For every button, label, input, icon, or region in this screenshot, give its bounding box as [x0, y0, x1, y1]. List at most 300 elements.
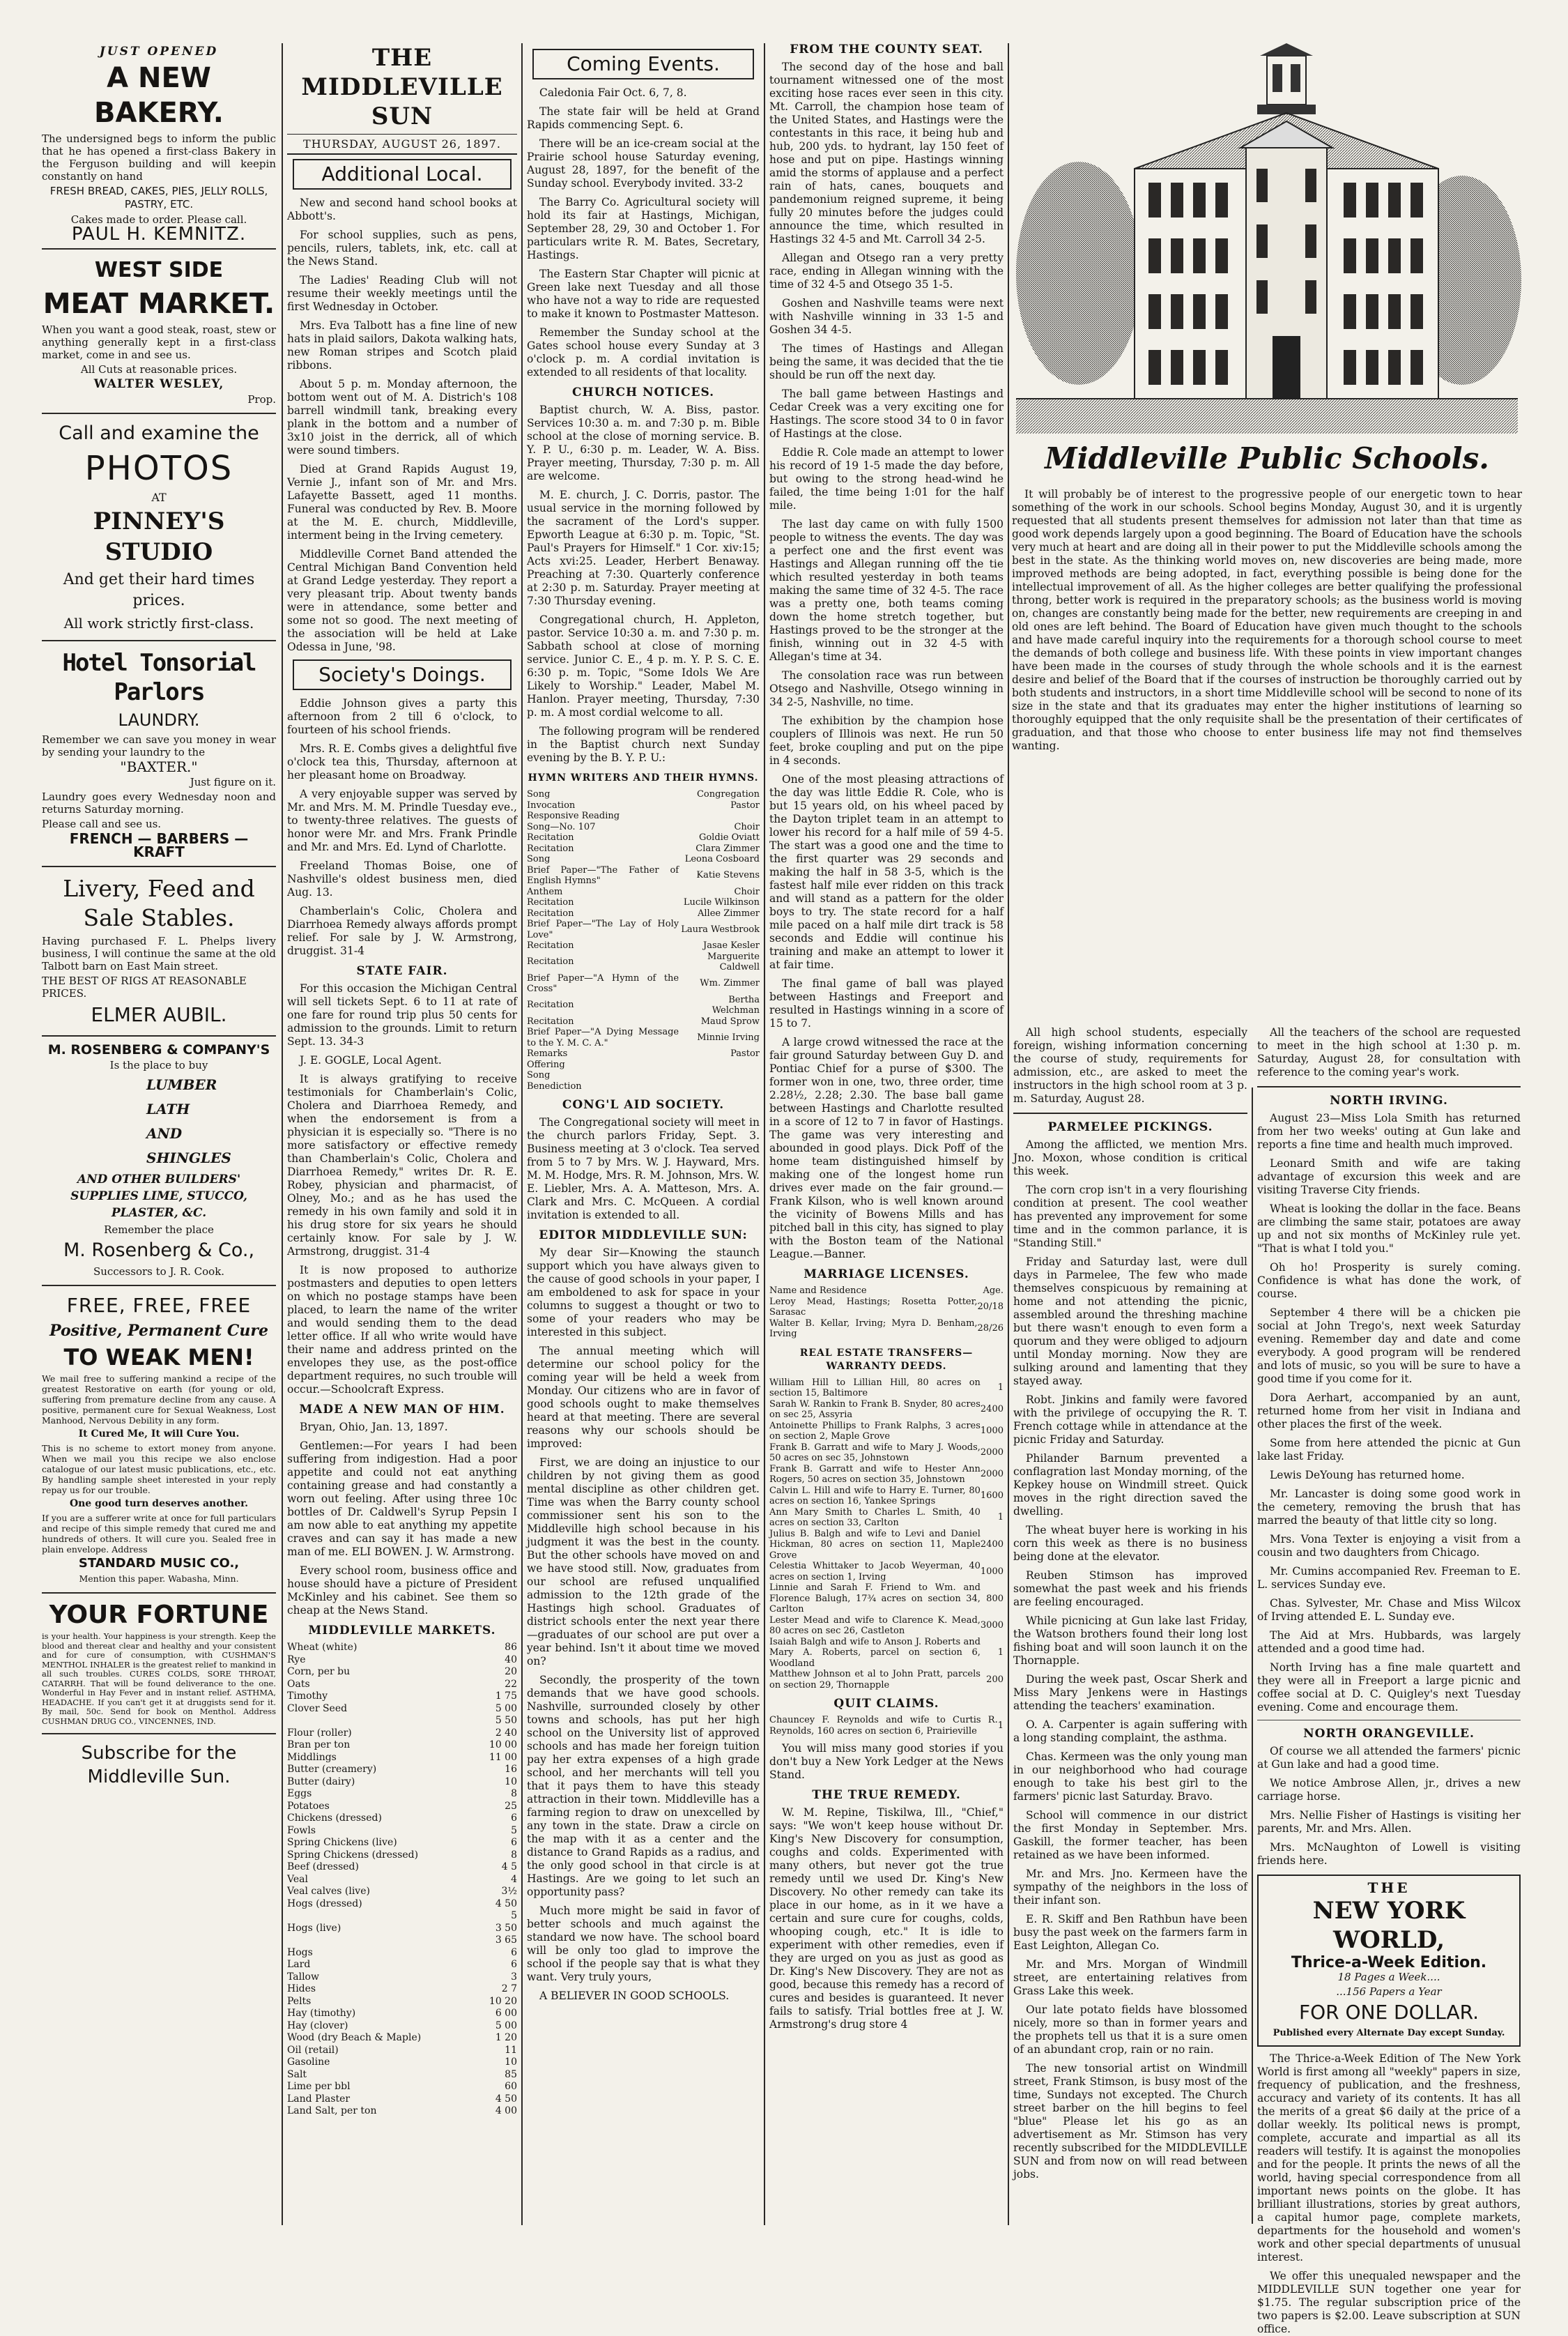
- market-row-value: 10: [505, 1776, 517, 1787]
- lumber-signature: M. Rosenberg & Co.,: [63, 1239, 255, 1261]
- weakmen-quote: It Cured Me, It will Cure You.: [78, 1428, 240, 1440]
- fortune-ad: [42, 1601, 276, 1726]
- program-row-value: Leona Cosboard: [684, 854, 760, 864]
- deed-row: [769, 1669, 1004, 1690]
- orangeville-heading: NORTH ORANGEVILLE.: [1303, 1727, 1475, 1741]
- deed-row-value: 800: [986, 1593, 1004, 1604]
- market-row: [287, 2069, 517, 2082]
- deed-row-label: Linnie and Sarah F. Friend to Wm. and Florence Balugh, 17¾ acres on section 34, Carlton: [769, 1582, 981, 1614]
- nyw-body: The Thrice-a-Week Edition of The New York World is first among all "weekly" papers in size, frequency of publication, and the freshness, accuracy and variety of its contents. It has all the merits of a great $6 daily at the price of a dollar weekly. Its political news is prompt, complete, accurate and impartial as all its readers will testify. It is against the monopolies and for the people. It prints the news of all the world, having special correspondence from all important news points on the globe. It has brilliant illustrations, stories by great authors, a capital humor page, complete markets, departments for the household and women's work and other special departments of unusual interest.: [1257, 2052, 1521, 2264]
- market-row: [287, 1923, 517, 1947]
- county-item: The times of Hastings and Allegan being the same, it was decided that the tie should be run off the next day.: [769, 342, 1004, 381]
- livery-body: Having purchased F. L. Phelps livery business, I will continue the same at the old Talbott barn on East Main street.: [42, 935, 276, 972]
- program-row: [527, 940, 760, 952]
- market-row-label: Bran per ton: [287, 1739, 351, 1750]
- market-row-label: Chickens (dressed): [287, 1812, 382, 1824]
- nyw-price: FOR ONE DOLLAR.: [1298, 2001, 1479, 2024]
- program-row-value: Pastor: [730, 800, 760, 811]
- marriage-row-label: Leroy Mead, Hastings; Rosetta Potter, Sarasac: [769, 1296, 978, 1318]
- editor-paragraph: The annual meeting which will determine our school policy for the coming year will be held a week from Monday. Our citizens who are in favor of good schools ought to make themselves heard at that meeting. There are several reasons why our schools should be improved:: [527, 1345, 760, 1450]
- program-row: [527, 1048, 760, 1060]
- market-row: [287, 2056, 517, 2069]
- market-row-value: 16: [505, 1764, 517, 1775]
- program-row: [527, 995, 760, 1016]
- program-row-label: Recitation: [527, 897, 574, 908]
- marriage-row-label: Walter B. Kellar, Irving; Myra D. Benham, Irving: [769, 1318, 978, 1339]
- market-row-value: 11: [505, 2044, 517, 2056]
- market-row: [287, 1898, 517, 1923]
- ad-divider: [42, 413, 276, 414]
- new-man-heading: MADE A NEW MAN OF HIM.: [299, 1403, 505, 1417]
- program-row-label: Responsive Reading: [527, 811, 620, 821]
- weakmen-line-2: Positive, Permanent Cure: [49, 1322, 268, 1340]
- market-row-value: 4 50: [495, 2093, 517, 2105]
- deed-row-value: 2400: [980, 1404, 1004, 1415]
- lumber-item: LUMBER: [146, 1076, 217, 1093]
- market-row-label: Butter (creamery): [287, 1764, 377, 1775]
- orangeville-list: [1257, 1745, 1521, 1868]
- program-row-label: Offering: [527, 1059, 565, 1070]
- deed-row-value: 2000: [980, 1447, 1004, 1458]
- market-row: [287, 2093, 517, 2106]
- market-row: [287, 1739, 517, 1752]
- market-row: [287, 1886, 517, 1898]
- county-item: Eddie R. Cole made an attempt to lower his record of 19 1-5 made the day before, but owing to the strong head-wind he failed, the time being 1:01 for the half mile.: [769, 446, 1004, 512]
- column-5: [1013, 1026, 1247, 2232]
- market-row: [287, 1996, 517, 2008]
- program-row-value: Maud Sprow: [700, 1016, 760, 1027]
- tonsorial-note-3: Please call and see us.: [42, 818, 162, 830]
- bakery-note: Cakes made to order. Please call.: [70, 213, 247, 226]
- photos-line-5: And get their hard times prices.: [63, 571, 255, 609]
- market-row: [287, 1703, 517, 1727]
- program-row-label: Remarks: [527, 1048, 568, 1059]
- market-row-value: 22: [505, 1678, 517, 1690]
- program-row-label: Recitation: [527, 843, 574, 854]
- deed-row-label: Frank B. Garratt and wife to Mary J. Woods, 50 acres on sec 35, Johnstown: [769, 1442, 981, 1463]
- nyw-title: NEW YORK WORLD,: [1312, 1897, 1466, 1954]
- market-row: [287, 2032, 517, 2045]
- parmelee-item: Our late potato fields have blossomed nicely, more so than in former years and the prophets tell us that it is a sure omen of an abundant crop, rain or no rain.: [1013, 2003, 1247, 2056]
- program-row: [527, 800, 760, 811]
- lumber-ad: [42, 1044, 276, 1278]
- market-row-label: Wood (dry Beach & Maple): [287, 2032, 422, 2043]
- market-row-value: 10: [505, 2056, 517, 2068]
- column-2: [287, 43, 517, 2232]
- meat-signature: WALTER WESLEY,: [93, 377, 224, 391]
- county-list: [769, 61, 1004, 1261]
- deed-row-label: Celestia Whittaker to Jacob Weyerman, 40 acres on section 1, Irving: [769, 1561, 981, 1582]
- market-row-value: 5: [511, 1824, 517, 1836]
- county-item: The second day of the hose and ball tournament witnessed one of the most exciting hose races ever seen in this city. Mt. Carroll, the champion hose team of the United States, and Hastings were the contestants in this race, it being hub and hub, 200 yds. to hydrant, lay 150 feet of hose and put on pipe. Hastings winning amid the storms of applause and a perfect rain of hats, canes, bouquets and pandemonium reigned supreme, it being fully 20 minutes before the judges could announce the time, which resulted in Hastings 32 4-5 and Mt. Carroll 34 2-5.: [769, 61, 1004, 245]
- orangeville-item: Mrs. McNaughton of Lowell is visiting friends here.: [1257, 1841, 1521, 1867]
- meat-title-1: WEST SIDE: [94, 258, 224, 282]
- lumber-title: M. ROSENBERG & COMPANY'S: [47, 1042, 270, 1058]
- deed-row: [769, 1421, 1004, 1442]
- market-row: [287, 1812, 517, 1825]
- fair-item: J. E. GOGLE, Local Agent.: [300, 1054, 442, 1067]
- program-row-value: Katie Stevens: [696, 870, 760, 881]
- deed-row-value: 1000: [980, 1566, 1004, 1577]
- editor-letter: [527, 1246, 760, 2003]
- deed-row-value: 1: [997, 1512, 1004, 1523]
- new-york-world-ad: [1257, 1875, 1521, 2047]
- marriage-row-value: Age.: [983, 1285, 1004, 1296]
- market-row-value: 2 40: [495, 1727, 517, 1739]
- program-row: [527, 789, 760, 800]
- irving-list: [1257, 1112, 1521, 1714]
- deed-row: [769, 1377, 1004, 1399]
- program-row-value: Minnie Irving: [697, 1032, 760, 1043]
- irving-item: Lewis DeYoung has returned home.: [1270, 1469, 1465, 1481]
- program-row-label: Song—No. 107: [527, 821, 596, 832]
- ad-divider: [42, 1733, 276, 1734]
- market-row-label: Oats: [287, 1678, 310, 1690]
- market-row-label: Tallow: [287, 1971, 319, 1983]
- program-row-value: Choir: [734, 821, 760, 832]
- meat-title-2: MEAT MARKET.: [43, 288, 275, 320]
- local-item: The Ladies' Reading Club will not resume their weekly meetings until the first Wednesday in October.: [287, 274, 517, 313]
- meat-market-ad: [42, 257, 276, 406]
- market-row-value: 4 50 5: [495, 1898, 517, 1921]
- photos-line-6: All work strictly first-class.: [63, 615, 254, 632]
- parmelee-item: Chas. Kermeen was the only young man in our neighborhood who had courage enough to take his best girl to the farmers' picnic last Saturday. Bravo.: [1013, 1750, 1247, 1803]
- deed-row-label: Lester Mead and wife to Clarence K. Mead, 80 acres on sec 26, Castleton: [769, 1614, 981, 1636]
- deed-row: [769, 1507, 1004, 1529]
- ads-column: [42, 43, 276, 2232]
- program-row: [527, 973, 760, 995]
- market-row: [287, 1727, 517, 1740]
- church-item: M. E. church, J. C. Dorris, pastor. The usual service in the morning followed by the sacrament of the Lord's supper. Epworth League at 6:30 p. m. Topic, "St. Paul's Prayers for Himself." 1 Cor. xiv:15; Acts xvi:25. Leader, Herbert Benaway. Preaching at 7:30. Quarterly conference at 2:30 p. m. Saturday. Prayer meeting at 7:30 Thursday evening.: [527, 489, 760, 607]
- program-row-value: Marguerite Caldwell: [707, 951, 760, 972]
- market-row: [287, 1983, 517, 1996]
- program-row: [527, 887, 760, 898]
- market-row: [287, 2081, 517, 2093]
- program-row-value: Laura Westbrook: [681, 924, 760, 935]
- nyw-sub: Thrice-a-Week Edition.: [1291, 1954, 1487, 1971]
- market-row-value: 3: [511, 1971, 517, 1983]
- quit-heading: QUIT CLAIMS.: [833, 1697, 939, 1711]
- county-heading: FROM THE COUNTY SEAT.: [790, 43, 983, 56]
- market-row: [287, 1849, 517, 1862]
- event-item: The Barry Co. Agricultural society will hold its fair at Hastings, Michigan, September 28, 29, 30 and October 1. For particulars write R. M. Bates, Secretary, Hastings.: [527, 196, 760, 261]
- parmelee-item: During the week past, Oscar Sherk and Miss Mary Jenkens were in Hastings attending the teachers' examination.: [1013, 1673, 1247, 1712]
- county-item: A large crowd witnessed the race at the fair ground Saturday between Guy D. and Pontiac Chief for a purse of $300. The former won in one, two, three order, time 2.28½, 2.28; 2.30. The base ball game between Hastings and Charlotte resulted in a score of 12 to 7 in favor of Hastings. The game was very interesting and abounded in good plays. Dick Poff of the home team distinguished himself by making one of the longest home run drives ever made on the fair ground.—Frank Kilson, who is well known around the vicinity of Bowens Mills and has pitched ball in this city, has signed to play with the Boston team of the National League.—Banner.: [769, 1036, 1004, 1260]
- program-row-value: Congregation: [696, 789, 760, 800]
- program-row-label: Brief Paper—"A Dying Message to the Y. M. C. A.": [527, 1027, 679, 1048]
- society-list: [287, 697, 517, 958]
- events-list: [527, 86, 760, 379]
- irving-item: Mrs. Vona Texter is enjoying a visit from a cousin and two daughters from Chicago.: [1257, 1533, 1521, 1559]
- remedy-heading: THE TRUE REMEDY.: [812, 1788, 961, 1802]
- deed-row-value: 1600: [980, 1490, 1004, 1502]
- society-heading: Society's Doings.: [293, 659, 512, 690]
- column-6: [1257, 1026, 1521, 2335]
- market-row-label: Wheat (white): [287, 1642, 358, 1653]
- marriage-row: [769, 1285, 1004, 1297]
- program-row-label: Brief Paper—"A Hymn of the Cross": [527, 972, 679, 994]
- market-row: [287, 2020, 517, 2033]
- schools-title: Middleville Public Schools.: [1045, 441, 1489, 475]
- market-row: [287, 2008, 517, 2020]
- parmelee-item: Robt. Jinkins and family were favored with the privilege of occupying the R. T. French cottage while in attendance at the picnic Friday and Saturday.: [1013, 1394, 1247, 1446]
- market-row: [287, 1690, 517, 1703]
- market-row-value: 86: [505, 1642, 517, 1653]
- program-row-label: Song: [527, 789, 551, 800]
- event-item: Caledonia Fair Oct. 6, 7, 8.: [539, 86, 687, 99]
- society-item: Freeland Thomas Boise, one of Nashville's oldest business men, died Aug. 13.: [287, 860, 517, 899]
- deed-row-label: Julius B. Balgh and wife to Levi and Daniel Hickman, 80 acres on section 11, Maple Grove: [769, 1528, 981, 1561]
- weak-men-ad: [42, 1293, 276, 1585]
- event-item: The Eastern Star Chapter will picnic at Green lake next Tuesday and all those who have not a way to ride are requested to make it known to Postmaster Matteson.: [527, 268, 760, 320]
- market-row-label: Beef (dressed): [287, 1861, 359, 1872]
- market-row-label: Land Salt, per ton: [287, 2105, 377, 2116]
- ad-divider: [42, 1285, 276, 1286]
- weakmen-place: Mention this paper. Wabasha, Minn.: [79, 1573, 239, 1584]
- program-row: [527, 1016, 760, 1028]
- market-row: [287, 1801, 517, 1813]
- program-row-label: Recitation: [527, 1016, 574, 1027]
- orangeville-item: Mrs. Nellie Fisher of Hastings is visiting her parents, Mr. and Mrs. Allen.: [1257, 1809, 1521, 1835]
- program-row: [527, 811, 760, 822]
- deed-row: [769, 1615, 1004, 1637]
- market-row-value: 2 7: [501, 1983, 517, 1994]
- parmelee-item: Mr. and Mrs. Morgan of Windmill street, are entertaining relatives from Grass Lake this week.: [1013, 1958, 1247, 1997]
- market-row-value: 5 00: [495, 2020, 517, 2031]
- market-row: [287, 1654, 517, 1667]
- deed-row: [769, 1442, 1004, 1464]
- orangeville-item: We notice Ambrose Allen, jr., drives a new carriage horse.: [1257, 1777, 1521, 1803]
- program-row-value: Jasae Kesler: [702, 940, 760, 951]
- program-row: [527, 854, 760, 865]
- market-row: [287, 1959, 517, 1971]
- deed-row-label: Matthew Johnson et al to John Pratt, parcels on section 29, Thornapple: [769, 1669, 981, 1690]
- photos-line-1: Call and examine the: [59, 422, 259, 444]
- program-row-value: Wm. Zimmer: [700, 978, 760, 989]
- market-row: [287, 1788, 517, 1801]
- column-rule: [282, 43, 283, 2225]
- schools-students-note: All high school students, especially foreign, wishing information concerning the course of study, requirements for admission, etc., are asked to meet the instructors in the high school room at 3 p. m. Saturday, August 28.: [1013, 1026, 1247, 1105]
- section-divider: [1013, 1113, 1247, 1114]
- local-item: Mrs. Eva Talbott has a fine line of new hats in plaid sailors, Dakota walking hats, new Roman stripes and Scotch plaid ribbons.: [287, 319, 517, 372]
- lumber-body: AND OTHER BUILDERS' SUPPLIES LIME, STUCCO, PLASTER, &C.: [70, 1173, 247, 1220]
- market-row-value: 6: [511, 1812, 517, 1824]
- program-row: [527, 1027, 760, 1048]
- deed-row-value: 2000: [980, 1469, 1004, 1480]
- weakmen-body-3: If you are a sufferer write at once for full particulars and recipe of this simple remedy that cured me and hundreds of others. It will cure you. Sealed free in plain envelope. Address: [42, 1513, 276, 1555]
- photos-line-3: AT: [151, 491, 167, 504]
- marriage-row-value: 28/26: [977, 1323, 1004, 1334]
- market-row-label: Spring Chickens (live): [287, 1837, 397, 1848]
- program-row-value: [679, 811, 760, 822]
- livery-title: Livery, Feed and Sale Stables.: [63, 875, 255, 931]
- program-row-value: Pastor: [730, 1048, 760, 1059]
- quit-table: [769, 1715, 1004, 1736]
- section-divider: [1257, 1086, 1521, 1087]
- church-item: The following program will be rendered in the Baptist church next Sunday evening by the B. Y. P. U.:: [527, 725, 760, 764]
- program-row-label: Brief Paper—"The Father of English Hymns": [527, 864, 679, 886]
- lumber-item: AND: [146, 1125, 183, 1142]
- parmelee-item: Friday and Saturday last, were dull days in Parmelee, The few who made themselves conspicuous by remaining at home and not attending the picnic, assembled around the threshing machine but there wasn't enough to even form a quorum and they were obliged to adjourn until Monday morning. Now they are sulking around and lamenting that they stayed away.: [1013, 1255, 1247, 1387]
- bakery-headline: A NEW BAKERY.: [94, 62, 224, 129]
- bakery-body: The undersigned begs to inform the public that he has opened a first-class Bakery in the Ferguson building and will keepin constantly on hand: [42, 132, 276, 183]
- market-row-label: Hogs (live): [287, 1922, 341, 1934]
- market-row-value: 10 00: [489, 1739, 517, 1750]
- livery-note: THE BEST OF RIGS AT REASONABLE PRICES.: [42, 975, 247, 1000]
- market-row-label: Spring Chickens (dressed): [287, 1849, 419, 1861]
- irving-item: The Aid at Mrs. Hubbards, was largely attended and a good time had.: [1257, 1629, 1521, 1655]
- weakmen-line-3: TO WEAK MEN!: [63, 1344, 254, 1371]
- program-row-label: Recitation: [527, 940, 574, 951]
- market-row: [287, 1837, 517, 1849]
- deed-row-value: 1: [997, 1382, 1004, 1394]
- nyw-line-3: Published every Alternate Day except Sunday.: [1273, 2028, 1505, 2038]
- meat-body: When you want a good steak, roast, stew or anything generally kept in a first-class market, come in and see us.: [42, 323, 276, 361]
- program-row-value: [679, 1060, 760, 1071]
- market-row-label: Rye: [287, 1654, 306, 1665]
- market-row-label: Lime per bbl: [287, 2081, 351, 2092]
- parmelee-item: The new tonsorial artist on Windmill street, Frank Stimson, is busy most of the time, Sundays not excepted. The Church street barber on the hill begins to feel "blue" Please let his go as an advertisement as Mr. Stimson has very recently subscribed for the MIDDLEVILLE SUN and from now on will read between jobs.: [1013, 2062, 1247, 2181]
- market-row-label: Pelts: [287, 1995, 312, 2007]
- column-rule: [521, 43, 523, 2225]
- subscribe-line: Subscribe for the Middleville Sun.: [81, 1743, 237, 1787]
- market-row-label: Flour (roller): [287, 1727, 352, 1739]
- program-row: [527, 952, 760, 973]
- program-row: [527, 832, 760, 843]
- county-item: Allegan and Otsego ran a very pretty race, ending in Allegan winning with the time of 32 4-5 and Otsego 35 1-5.: [769, 252, 1004, 291]
- market-row-value: 6 00: [495, 2008, 517, 2019]
- local-item: Middleville Cornet Band attended the Central Michigan Band Convention held at Grand Ledge yesterday. They report a very pleasant trip. About twenty bands were in attendance, some better and some not so good. The next meeting of the association will be held at Lake Odessa in June, '98.: [287, 548, 517, 653]
- markets-table: [287, 1642, 517, 2118]
- quit-row: [769, 1715, 1004, 1736]
- parmelee-heading: PARMELEE PICKINGS.: [1047, 1120, 1213, 1134]
- irving-item: August 23—Miss Lola Smith has returned from her two weeks' outing at Gun lake and reports a fine time and health much improved.: [1257, 1112, 1521, 1151]
- ad-divider: [42, 1592, 276, 1594]
- quit-row-label: Chauncey F. Reynolds and wife to Curtis R. Reynolds, 160 acres on section 6, Prairieville: [769, 1715, 998, 1736]
- marriage-row: [769, 1318, 1004, 1340]
- deed-row: [769, 1486, 1004, 1507]
- market-row-value: 85: [505, 2068, 517, 2080]
- market-row: [287, 1752, 517, 1764]
- program-row-label: Recitation: [527, 832, 574, 843]
- market-row-value: 4 00: [495, 2105, 517, 2116]
- county-item: The consolation race was run between Otsego and Nashville, Otsego winning in 34 2-5, Nashville, no time.: [769, 669, 1004, 708]
- editor-paragraph: My dear Sir—Knowing the staunch support which you have always given to the cause of good schools in your paper, I am emboldened to ask for space in your columns to suggest a thought or two to some of your readers who may be interested in this subject.: [527, 1246, 760, 1338]
- irving-item: North Irving has a fine male quartett and they were all in Freeport a large picnic and coffee social at D. C. Quigley's next Tuesday evening. Come and encourage them.: [1257, 1661, 1521, 1713]
- deed-row-label: Frank B. Garratt and wife to Hester Ann Rogers, 50 acres on section 35, Johnstown: [769, 1463, 981, 1485]
- market-row-value: 20: [505, 1666, 517, 1677]
- masthead-date: THURSDAY, AUGUST 26, 1897.: [287, 134, 517, 151]
- weakmen-signature: STANDARD MUSIC CO.,: [78, 1556, 240, 1571]
- society-item: A very enjoyable supper was served by Mr. and Mrs. M. M. Prindle Tuesday eve., to twenty-three relatives. The guests of honor were Mr. and Mrs. Frank Prindle and Mr. and Mrs. Ed. Lynd of Charlotte.: [287, 788, 517, 853]
- ledger-note: You will miss many good stories if you don't buy a New York Ledger at the News Stand.: [769, 1742, 1004, 1781]
- market-row-label: Hay (clover): [287, 2020, 348, 2031]
- fair-item: For this occasion the Michigan Central will sell tickets Sept. 6 to 11 at rate of one fare for round trip plus 50 cents for admission to the grounds. Limit to return Sept. 13. 34-3: [287, 982, 517, 1048]
- parmelee-item: Mr. and Mrs. Jno. Kermeen have the sympathy of the neighbors in the loss of their infant son.: [1013, 1868, 1247, 1907]
- tree-left: [1016, 162, 1142, 385]
- market-row-label: Salt: [287, 2068, 307, 2080]
- program-row: [527, 822, 760, 833]
- orangeville-item: Of course we all attended the farmers' picnic at Gun lake and had a good time.: [1257, 1745, 1521, 1771]
- market-row-value: 4: [511, 1873, 517, 1885]
- parmelee-item: The wheat buyer here is working in his corn this week as there is no business being done at the elevator.: [1013, 1524, 1247, 1563]
- program-row-value: [679, 1070, 760, 1081]
- nyw-line-2: ...156 Papers a Year: [1336, 1985, 1442, 1998]
- bakery-kicker: JUST OPENED: [99, 45, 219, 59]
- county-item: The last day came on with fully 1500 people to witness the events. The day was a perfect one and the first event was Hastings and Allegan running off the tie which resulted yesterday in both teams making the same time of 32 4-5. The race was a pretty one, both teams coming down the home stretch together, but Hastings proved to be the stronger at the finish, winning out in 32 4-5 with Allegan's time at 34.: [769, 518, 1004, 663]
- subscribe-ad: [42, 1741, 276, 1789]
- program-table: [527, 789, 760, 1092]
- market-row-value: 25: [505, 1800, 517, 1812]
- market-row-label: Fowls: [287, 1824, 316, 1836]
- schools-intro: It will probably be of interest to the progressive people of our energetic town to hear something of the work in our schools. School begins Monday, August 30, and it is urgently requested that all students present themselves for admission not later than that time as good work depends largely upon a good beginning. The Board of Education have the schools very much at heart and are doing all in their power to put the Middleville schools among the best in the state. As the thinking world moves on, new discoveries are being made, more improved methods are being adopted, in fact, everything possible is being done for the intellectual improvement of all. As the higher colleges are better qualifying the professional throng, better work is required in the preparatory schools; as the business world is moving on, changes are constantly being made for the better, new requirements are creeping in and old ones are left behind. The Board of Education have given much thought to the schools and have made careful inquiry into the requirements for a thorough school course to meet the demands of both college and business life. With these points in view important changes have been made in the courses of study through the whole schools and it is the earnest desire and belief of the Board that if the courses of instruction be thoroughly carried out by both students and instructors, in a short time Middleville school will be second to none of its size in the state and that its graduates may enter the higher institutions of learning so thoroughly equipped that the only requisite shall be the presentation of their certificates of graduation, and that those who choose to enter business life may not find themselves wanting.: [1012, 488, 1522, 752]
- coming-events-heading: Coming Events.: [532, 49, 754, 79]
- program-row-value: Clara Zimmer: [695, 843, 760, 854]
- program-row-label: Recitation: [527, 1000, 574, 1011]
- realestate-heading: REAL ESTATE TRANSFERS—WARRANTY DEEDS.: [799, 1347, 974, 1372]
- hymn-heading: HYMN WRITERS AND THEIR HYMNS.: [528, 772, 759, 784]
- irving-item: Mr. Cumins accompanied Rev. Freeman to E. L. services Sunday eve.: [1257, 1565, 1521, 1591]
- new-man-item: Gentlemen:—For years I had been suffering from indigestion. Had a poor appetite and could not eat anything containing grease and had constantly a worn out feeling. After using three 10c bottles of Dr. Caldwell's Syrup Pepsin I am now able to eat anything my appetite craves and can say it has made a new man of me. ELI BOWEN. J. W. Armstrong.: [287, 1440, 517, 1558]
- irving-item: Wheat is looking the dollar in the face. Beans are climbing the same stair, potatoes are away up and not six months of McKinley rule yet. "That is what I told you.": [1257, 1203, 1521, 1255]
- market-row-label: Land Plaster: [287, 2093, 351, 2105]
- parmelee-list: [1013, 1138, 1247, 2181]
- deed-row: [769, 1464, 1004, 1486]
- deed-row-value: 1000: [980, 1426, 1004, 1437]
- column-4: [769, 43, 1004, 2232]
- ad-divider: [42, 1035, 276, 1037]
- lumber-item: LATH: [146, 1101, 190, 1117]
- program-row-value: Goldie Oviatt: [698, 832, 760, 843]
- market-row-value: 3½: [501, 1886, 517, 1897]
- fortune-body: is your health. Your happiness is your strength. Keep the blood and thereat clear and healthy and your consistent and for cure of consumption, with CUSHMAN'S MENTHOL INHALER is the greatest relief to mankind in all such troubles. CURES COLDS, SORE THROAT, CATARRH. That will be found deliverance to the one. Wonderful in Hay Fever and in instant relief. ASTHMA, HEADACHE. If you can't get it at druggists send for it. By mail, 50c. Send for book on Menthol. Address CUSHMAN DRUG CO., VINCENNES, IND.: [42, 1631, 276, 1726]
- market-row-value: 4 5: [501, 1861, 517, 1872]
- column-rule: [1008, 43, 1009, 2225]
- aid-item: The Congregational society will meet in the church parlors Friday, Sept. 3. Business meeting at 3 o'clock. Tea served from 5 to 7 by Mrs. W. J. Hayward, Mrs. M. M. Hodge, Mrs. R. M. Johnson, Mrs. W. E. Liebler, Mrs. A. A. Matteson, Mrs. A. Clark and Mrs. C. McQueen. A cordial invitation is extended to all.: [527, 1116, 760, 1221]
- program-row-value: Bertha Welchman: [712, 994, 760, 1016]
- editor-paragraph: Much more might be said in favor of better schools and much against the standard we now have. The school board will be only too glad to improve the school if the people say that is what they want. Very truly yours,: [527, 1904, 760, 1983]
- market-row-label: Veal: [287, 1873, 308, 1885]
- marriage-table: [769, 1285, 1004, 1340]
- deed-row-value: 1: [997, 1647, 1004, 1658]
- deed-row-label: Calvin L. Hill and wife to Harry E. Turner, 80 acres on section 16, Yankee Springs: [769, 1485, 981, 1506]
- realestate-table: [769, 1377, 1004, 1691]
- tonsorial-sub: LAUNDRY.: [118, 710, 200, 730]
- photos-ad: [42, 421, 276, 633]
- irving-item: Dora Aerhart, accompanied by an aunt, returned home from her visit in Indiana and other places the first of the week.: [1257, 1391, 1521, 1430]
- schools-teachers-note: All the teachers of the school are requested to meet in the high school at 1:30 p. m. Saturday, August 28, for consultation with reference to the coming year's work.: [1257, 1026, 1521, 1078]
- livery-ad: [42, 874, 276, 1028]
- photos-line-2: PHOTOS: [84, 449, 233, 488]
- irving-item: September 4 there will be a chicken pie social at John Trego's, next week Saturday evening. Remember day and date and come everybody. A good program will be rendered and lots of music, so you will be sure to have a good time if you come for it.: [1257, 1306, 1521, 1385]
- market-row-label: Lard: [287, 1959, 311, 1970]
- market-row-value: 5 00 5 50: [495, 1702, 517, 1726]
- bakery-ad: [42, 45, 276, 245]
- additional-local-heading: Additional Local.: [293, 159, 512, 190]
- parmelee-item: O. A. Carpenter is again suffering with a long standing complaint, the asthma.: [1013, 1718, 1247, 1744]
- deed-row-label: Isaiah Balgh and wife to Anson J. Roberts and Mary A. Roberts, parcel on section 6, Woodland: [769, 1636, 981, 1669]
- county-item: Goshen and Nashville teams were next with Nashville winning in 33 1-5 and Goshen 34 4-5.: [769, 297, 1004, 336]
- tonsorial-title: Hotel Tonsorial Parlors: [62, 649, 256, 706]
- remedy-text: W. M. Repine, Tiskilwa, Ill., "Chief," says: "We won't keep house without Dr. King's New Discovery for consumption, coughs and colds. Experimented with many others, but never got the true remedy until we used Dr. King's New Discovery. No other remedy can take its place in our home, as in it we have a certain and sure cure for coughs, colds, whooping cough, etc." It is idle to experiment with other remedies, even if they are urged on you as just as good as Dr. King's New Discovery. They are not as good, because this remedy has a record of cures and besides is guaranteed. It never fails to satisfy. Trial bottles free at J. W. Armstrong's drug store 4: [769, 1806, 1004, 2031]
- market-row-label: Gasoline: [287, 2056, 330, 2068]
- weakmen-body: We mail free to suffering mankind a recipe of the greatest Restorative on earth (for young or old, suffering from premature decline from any cause. A positive, permanent cure for Sexual Weakness, Lost Manhood, Nervous Debility in any form.: [42, 1373, 276, 1426]
- weakmen-note: One good turn deserves another.: [69, 1498, 249, 1509]
- event-item: Remember the Sunday school at the Gates school house every Sunday at 3 o'clock p. m. A cordial invitation is extended to all residents of that locality.: [527, 326, 760, 379]
- market-row-value: 40: [505, 1654, 517, 1665]
- church-item: Congregational church, H. Appleton, pastor. Service 10:30 a. m. and 7:30 p. m. Sabbath school at close of morning service. Junior C. E., 4 p. m. Y. P. S. C. E. 6:30 p. m. Topic, "Some Idols We Are Likely to Worship." Leader, Mabel M. Hanlon. Prayer meeting, Thursday, 7:30 p. m. A most cordial welcome to all.: [527, 613, 760, 719]
- market-row-label: Eggs: [287, 1788, 312, 1799]
